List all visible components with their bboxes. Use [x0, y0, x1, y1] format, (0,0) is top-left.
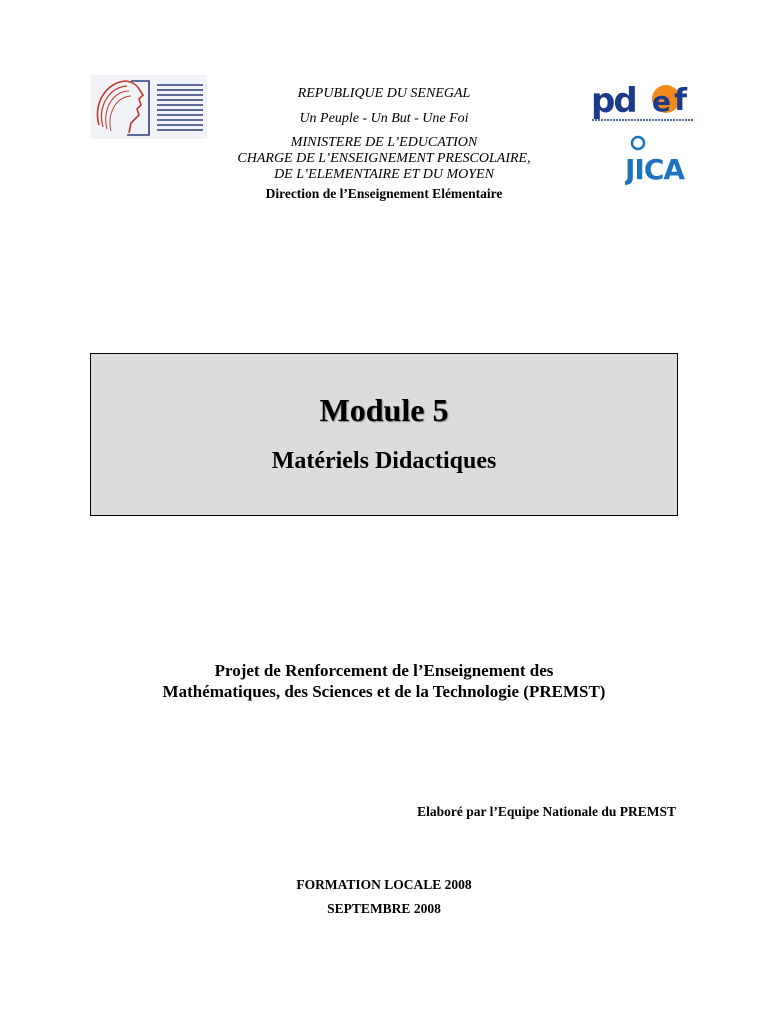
ministry-line-1: MINISTERE DE L’EDUCATION	[290, 135, 478, 150]
ministry-emblem-icon	[91, 75, 207, 139]
project-title-line-2: Mathématiques, des Sciences et de la Technologie (PREMST)	[162, 682, 606, 701]
ministry-name	[0, 135, 768, 183]
ministry-line-3: DE L’ELEMENTAIRE ET DU MOYEN	[274, 167, 494, 182]
national-motto: Un Peuple - Un But - Une Foi	[299, 111, 469, 126]
svg-text:f: f	[674, 83, 688, 118]
module-title: Module 5	[319, 392, 449, 428]
direction-name: Direction de l’Enseignement Elémentaire	[265, 186, 503, 201]
republic-heading: REPUBLIQUE DU SENEGAL	[297, 86, 471, 101]
publication-date: SEPTEMBRE 2008	[327, 901, 441, 916]
svg-text:pd: pd	[591, 81, 636, 121]
svg-text:e: e	[652, 85, 671, 118]
formation-label: FORMATION LOCALE 2008	[296, 877, 472, 892]
author-credit: Elaboré par l’Equipe Nationale du PREMST	[417, 804, 676, 819]
ministry-line-2: CHARGE DE L’ENSEIGNEMENT PRESCOLAIRE,	[237, 151, 531, 166]
ministry-emblem-logo	[91, 75, 207, 139]
project-title	[0, 660, 768, 702]
module-title-box	[90, 353, 678, 516]
svg-text:JICA: JICA	[625, 153, 685, 185]
project-title-line-1: Projet de Renforcement de l’Enseignement des	[214, 661, 554, 680]
module-subtitle: Matériels Didactiques	[271, 448, 497, 474]
